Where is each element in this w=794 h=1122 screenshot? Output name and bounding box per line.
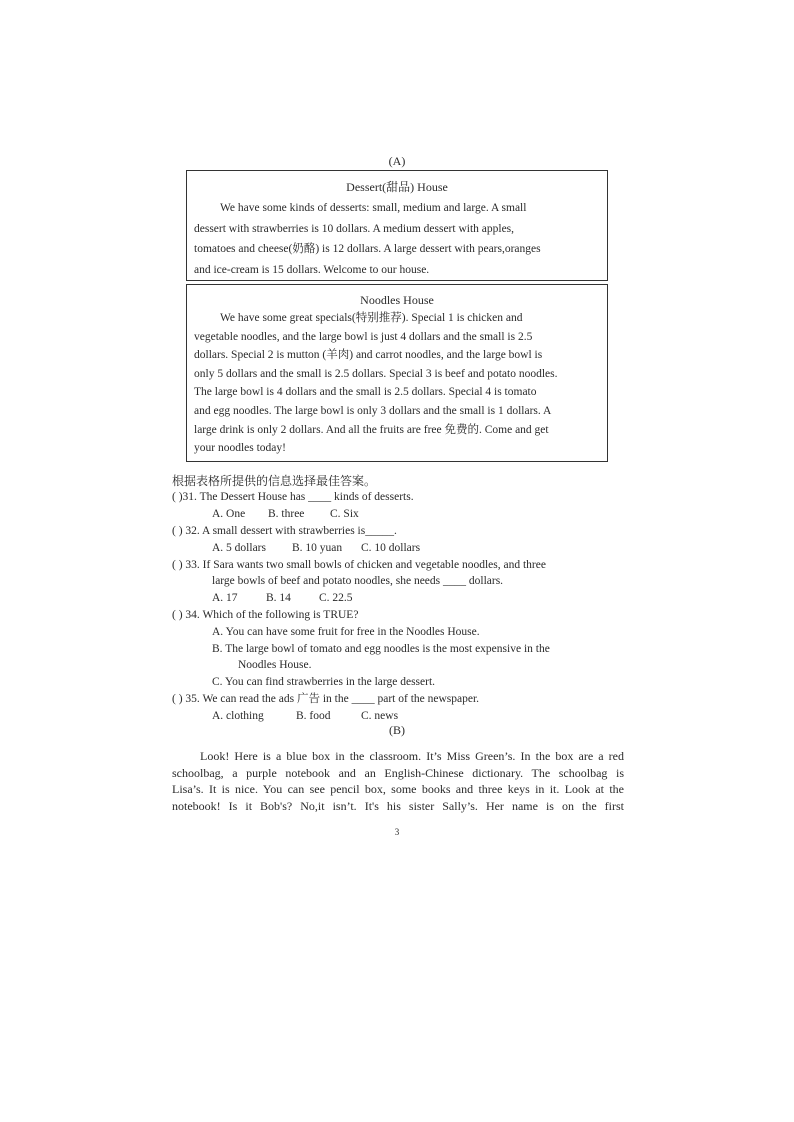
q31-option-b: B. three [268,508,305,520]
instruction-text: 根据表格所提供的信息选择最佳答案。 [172,474,377,488]
passage-b-line: schoolbag, a purple notebook and an English-Chinese dictionary. The schoolbag is [172,765,624,780]
q33-option-c: C. 22.5 [319,592,353,604]
q31-option-c: C. Six [330,508,359,520]
q32-option-a: A. 5 dollars [212,542,266,554]
passage-b [172,748,624,815]
noodles-line: The large bowl is 4 dollars and the small is 2.5 dollars. Special 4 is tomato [194,386,537,399]
passage-b-line: Look! Here is a blue box in the classroom. It’s Miss Green’s. In the box are a red [200,749,624,763]
q33-option-b: B. 14 [266,592,291,604]
dessert-house-title: Dessert(甜品) House [346,180,448,194]
section-b-label: (B) [389,723,405,737]
noodles-house-title: Noodles House [360,293,434,307]
dessert-house-text [194,198,541,280]
noodles-line: and egg noodles. The large bowl is only 3 dollars and the small is 1 dollars. A [194,404,552,417]
noodles-line: dollars. Special 2 is mutton (羊肉) and carrot noodles, and the large bowl is [194,349,543,362]
q35-option-c: C. news [361,710,399,722]
question-32: ( ) 32. A small dessert with strawberries is_____. [172,525,397,537]
dessert-line: tomatoes and cheese(奶酪) is 12 dollars. A large dessert with pears,oranges [194,243,541,255]
noodles-house-text [194,309,557,458]
q35-option-a: A. clothing [212,710,264,722]
dessert-line: We have some kinds of desserts: small, medium and large. A small [220,202,527,214]
q34-option-b: B. The large bowl of tomato and egg noodles is the most expensive in the [212,643,550,655]
noodles-line: large drink is only 2 dollars. And all the fruits are free 免费的. Come and get [194,423,549,436]
question-33-line2: large bowls of beef and potato noodles, she needs ____ dollars. [212,575,504,587]
question-35: ( ) 35. We can read the ads 广告 in the ____ part of the newspaper. [172,693,480,705]
q33-option-a: A. 17 [212,592,238,604]
noodles-house-box [186,284,608,462]
q31-option-a: A. One [212,508,246,520]
q34-option-a: A. You can have some fruit for free in the Noodles House. [212,626,480,638]
page-number: 3 [394,827,400,837]
q34-option-c: C. You can find strawberries in the large dessert. [212,676,436,688]
question-33: ( ) 33. If Sara wants two small bowls of chicken and vegetable noodles, and three [172,559,546,571]
noodles-line: We have some great specials(特别推荐). Special 1 is chicken and [220,312,523,324]
question-31: ( )31. The Dessert House has ____ kinds of desserts. [172,491,414,503]
section-a-label: (A) [388,154,406,168]
noodles-line: only 5 dollars and the small is 2.5 dollars. Special 3 is beef and potato noodles. [194,367,558,380]
question-34: ( ) 34. Which of the following is TRUE? [172,609,359,621]
dessert-house-box [186,170,608,281]
q34-option-b-cont: Noodles House. [238,659,312,671]
dessert-line: and ice-cream is 15 dollars. Welcome to our house. [194,263,430,276]
dessert-line: dessert with strawberries is 10 dollars. A medium dessert with apples, [194,222,515,235]
q32-option-c: C. 10 dollars [361,542,421,554]
passage-b-line: Lisa’s. It is nice. You can see pencil box, some books and three keys in it. Look at the [172,782,624,797]
q35-option-b: B. food [296,710,331,722]
passage-b-line: notebook! Is it Bob's? No,it isn’t. It's his sister Sally’s. Her name is on the first [172,799,624,814]
noodles-line: your noodles today! [194,442,286,455]
noodles-line: vegetable noodles, and the large bowl is just 4 dollars and the small is 2.5 [194,330,533,343]
q32-option-b: B. 10 yuan [292,542,343,554]
